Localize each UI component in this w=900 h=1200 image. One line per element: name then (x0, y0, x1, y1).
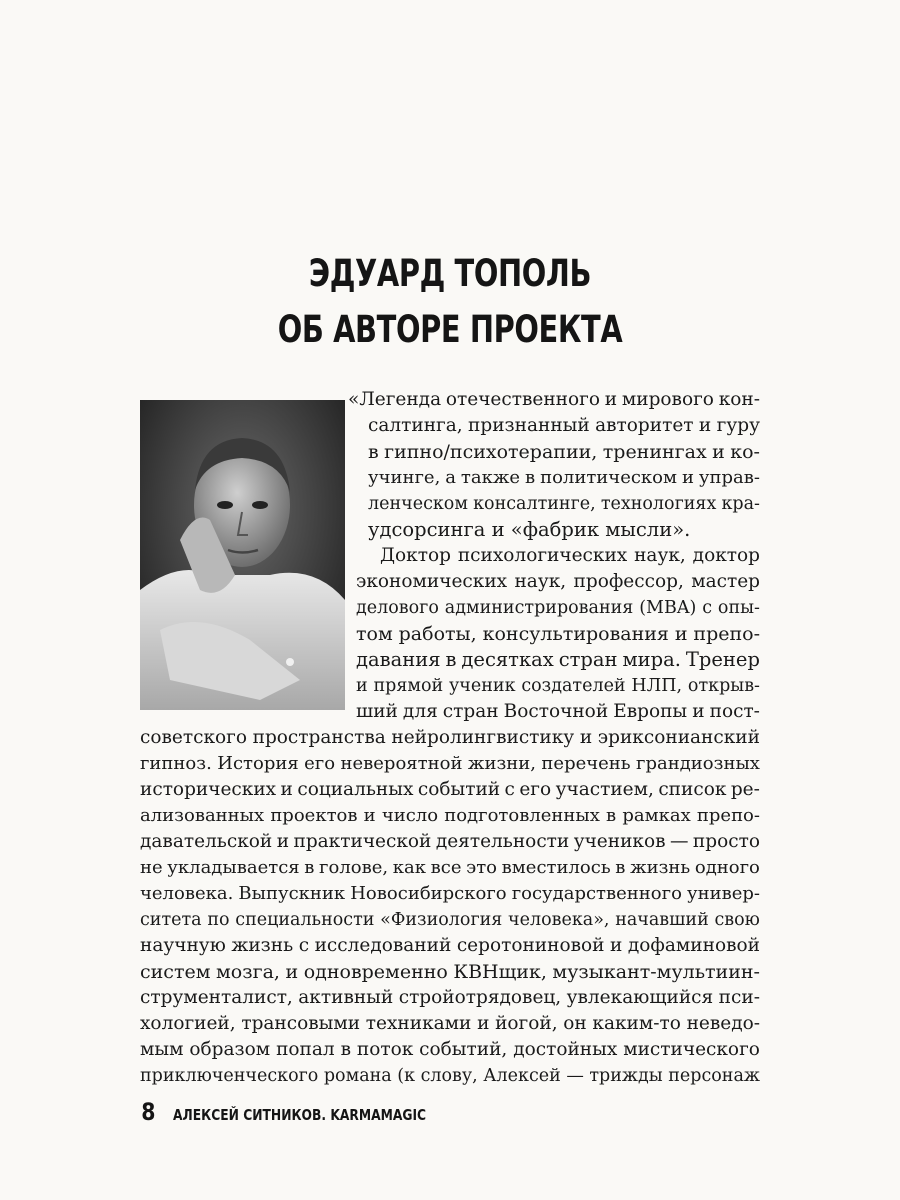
body-line: приключенческого романа (к слову, Алексей — трижды персонаж (140, 1066, 760, 1086)
body-line: в гипно/психотерапии, тренингах и ко- (368, 441, 760, 463)
body-line: и прямой ученик создателей НЛП, открыв- (356, 676, 760, 696)
body-line: хологией, трансовыми техниками и йогой, он каким-то неведо- (140, 1013, 760, 1034)
heading-line-2: ОБ АВТОРЕ ПРОЕКТА (277, 308, 623, 351)
body-line: ситета по специальности «Физиология человека», начавший свою (140, 910, 760, 930)
body-line: экономических наук, профессор, мастер (356, 571, 760, 592)
page-number: 8 (141, 1098, 156, 1126)
body-line: исторических и социальных событий с его участием, список ре- (140, 779, 760, 800)
body-line: «Легенда отечественного и мирового кон- (348, 389, 760, 410)
body-line: не укладывается в голове, как все это вместилось в жизнь одного (140, 857, 760, 878)
body-line: делового администрирования (MBA) с опы- (356, 598, 760, 618)
body-line: мым образом попал в поток событий, достойных мистического (140, 1039, 760, 1060)
body-line: салтинга, признанный авторитет и гуру (368, 415, 760, 436)
body-line: советского пространства нейролингвистику и эриксонианский (140, 727, 760, 748)
running-title: АЛЕКСЕЙ СИТНИКОВ. KARMAMAGIC (172, 1106, 426, 1124)
body-line: Доктор психологических наук, доктор (380, 545, 760, 566)
body-line: ализованных проектов и число подготовленных в рамках препо- (140, 805, 760, 826)
body-line: научную жизнь с исследований серотониновой и дофаминовой (140, 935, 760, 956)
page-footer (140, 1098, 481, 1126)
heading-line-1: ЭДУАРД ТОПОЛЬ (308, 252, 592, 295)
body-line: человека. Выпускник Новосибирского государственного универ- (140, 883, 760, 904)
body-line: струменталист, активный стройотрядовец, увлекающийся пси- (140, 987, 760, 1008)
body-line: ший для стран Восточной Европы и пост- (356, 701, 760, 722)
body-line: ленческом консалтинге, технологиях кра- (368, 494, 760, 514)
body-line: гипноз. История его невероятной жизни, перечень грандиозных (140, 753, 760, 774)
body-line: том работы, консультирования и препо- (356, 623, 760, 645)
body-line: давания в десятках стран мира. Тренер (356, 648, 760, 671)
body-line: давательской и практической деятельности учеников — просто (140, 831, 760, 852)
body-line: систем мозга, и одновременно КВНщик, музыкант-мультиин- (140, 961, 760, 983)
body-line: учинге, а также в политическом и управ- (368, 467, 760, 488)
body-line: удсорсинга и «фабрик мысли». (368, 518, 691, 541)
